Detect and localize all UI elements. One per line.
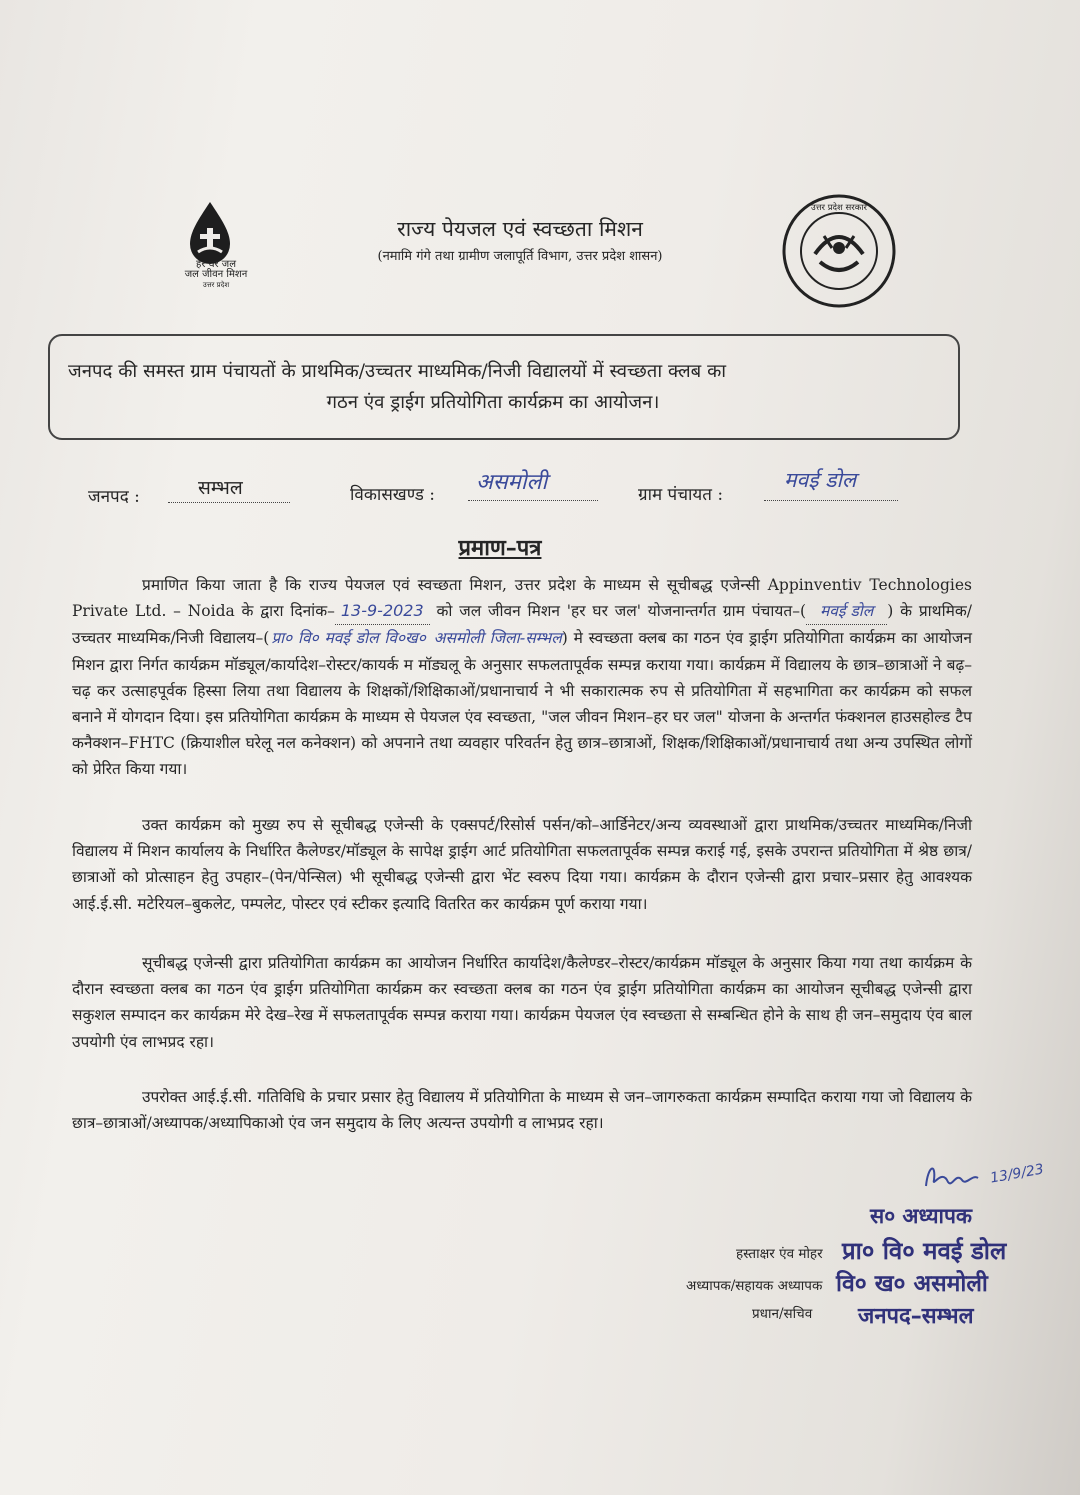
emblem-text: उत्तर प्रदेश सरकार	[811, 203, 867, 213]
paragraph-3	[72, 950, 972, 1055]
logo-line-2: जल जीवन मिशन	[184, 269, 248, 280]
school-name: प्रा० वि० मवई डोल वि०ख०	[271, 629, 426, 648]
document-title: राज्य पेयजल एवं स्वच्छता मिशन	[397, 217, 643, 241]
stamp-line-3: वि० ख० असमोली	[836, 1271, 988, 1297]
up-government-emblem	[780, 192, 898, 310]
paragraph-1	[72, 572, 972, 783]
certificate-heading: प्रमाण–पत्र	[458, 535, 542, 561]
program-date: 13-9-2023	[335, 598, 430, 625]
signature-block	[660, 1150, 1080, 1370]
gram-panchayat-value: मवई डोल	[806, 598, 887, 625]
subject-box	[48, 334, 960, 440]
para1-part-a: प्रमाणित किया जाता है कि राज्य पेयजल एवं स्वच्छता मिशन, उत्तर प्रदेश के माध्यम से सूचीबद्ध एजेन्सी Appinventiv Technologies Private Ltd. – Noida के द्वारा दिनांक–	[72, 576, 972, 621]
para3-text: सूचीबद्ध एजेन्सी द्वारा प्रतियोगिता कार्यक्रम का आयोजन निर्धारित कार्यादेश/कैलेण्डर–रोस्टर/कार्यक्रम मॉड्यूल के अनुसार किया गया तथा कार्यक्रम के दौरान स्वच्छता क्लब का गठन एंव ड्राईग प्रतियोगिता कार्यक्रम कर स्वच्छता क्लब का गठन एंव ड्राईग प्रतियोगिता कार्यक्रम का आयोजन सूचीबद्ध एजेन्सी द्वारा सकुशल सम्पादन कर कार्यक्रम मेरे देख–रेख में सफलतापूर्वक सम्पन्न कराया गया। कार्यक्रम पेयजल एंव स्वच्छता से सम्बन्धित होने के साथ ही जन–समुदाय एंव बाल उपयोगी एंव लाभप्रद रहा।	[72, 954, 972, 1051]
sign-label-1: हस्ताक्षर एंव मोहर	[736, 1246, 823, 1262]
para2-text: उक्त कार्यक्रम को मुख्य रुप से सूचीबद्ध एजेन्सी के एक्सपर्ट/रिसोर्स पर्सन/को–आर्डिनेटर/अन्य व्यवस्थाओं द्वारा प्राथमिक/उच्चतर माध्यमिक/निजी विद्यालय में मिशन कार्यालय के निर्धारित कैलेण्डर/मॉड्यूल के सापेक्ष ड्राईग आर्ट प्रतियोगिता सफलतापूर्वक सम्पन्न कराई गई, इसके उपरान्त प्रतियोगिता में श्रेष्ठ छात्र/छात्राओं को प्रोत्साहन हेतु उपहार–(पेन/पेन्सिल) भी सूचीबद्ध एजेन्सी द्वारा भेंट स्वरुप दिया गया। कार्यक्रम के दौरान एजेन्सी द्वारा प्रचार–प्रसार हेतु आवश्यक आई.ई.सी. मटेरियल–बुकलेट, पम्पलेट, पोस्टर एवं स्टीकर इत्यादि वितरित कर कार्यक्रम पूर्ण कराया गया।	[72, 816, 972, 913]
paragraph-4	[72, 1084, 972, 1136]
school-name-continued: असमोली जिला-सम्भल	[433, 629, 562, 648]
block-label: विकासखण्ड :	[350, 485, 436, 505]
logo-line-1: हर घर जल	[196, 259, 236, 270]
janpad-label: जनपद :	[88, 487, 140, 507]
block-value: असमोली	[476, 470, 548, 495]
stamp-line-1: स० अध्यापक	[870, 1204, 973, 1228]
har-ghar-jal-logo	[158, 198, 270, 294]
stamp-line-2: प्रा० वि० मवई डोल	[842, 1237, 1007, 1265]
signature-date: 13/9/23	[989, 1161, 1045, 1187]
janpad-field	[168, 474, 290, 503]
location-fields	[88, 470, 988, 510]
para4-text: उपरोक्त आई.ई.सी. गतिविधि के प्रचार प्रसार हेतु विद्यालय में प्रतियोगिता के माध्यम से जन–जागरुकता कार्यक्रम सम्पादित कराया गया जो विद्यालय के छात्र–छात्राओं/अध्यापक/अध्यापिकाओ एंव जन समुदाय के लिए अत्यन्त उपयोगी व लाभप्रद रहा।	[72, 1088, 972, 1133]
subject-line-2: गठन एंव ड्राईग प्रतियोगिता कार्यक्रम का आयोजन।	[326, 392, 660, 413]
document-subtitle: (नमामि गंगे तथा ग्रामीण जलापूर्ति विभाग, उत्तर प्रदेश शासन)	[377, 249, 663, 264]
stamp-line-4: जनपद–सम्भल	[858, 1304, 974, 1329]
janpad-value: सम्भल	[198, 477, 243, 499]
panchayat-value: मवई डोल	[784, 468, 857, 492]
para1-part-d: ) मे स्वच्छता क्लब का गठन एंव ड्राईग प्रतियोगिता कार्यक्रम का आयोजन मिशन द्वारा निर्गत कार्यक्रम मॉड्यूल/कार्यादेश–रोस्टर/कायर्क म मॉड्यलू के अनुसार सफलतापूर्वक सम्पन्न कराया गया। कार्यक्रम में विद्यालय के छात्र–छात्राओं ने बढ़–चढ़ कर उत्साहपूर्वक हिस्सा लिया तथा विद्यालय के शिक्षकों/शिक्षिकाओं/प्रधानाचार्य ने भी सकारात्मक रुप से प्रतियोगिता में सहभागिता कर कार्यक्रम को सफल बनाने में योगदान दिया। इस प्रतियोगिता कार्यक्रम के माध्यम से पेयजल एंव स्वच्छता, "जल जीवन मिशन–हर घर जल" योजना के अन्तर्गत फंक्शनल हाउसहोल्ड टैप कनैक्शन–FHTC (क्रियाशील घरेलू नल कनेक्शन) को अपनाने तथा व्यवहार परिवर्तन हेतु छात्र–छात्राओं, शिक्षक/शिक्षिकाओं/प्रधानाचार्य तथा अन्य उपस्थित लोगों को प्रेरित किया गया।	[72, 629, 972, 779]
sign-label-3: प्रधान/सचिव	[752, 1306, 813, 1322]
panchayat-label: ग्राम पंचायत :	[638, 485, 724, 505]
para1-part-c: ) के प्राथमिक/उच्चतर माध्यमिक/निजी विद्यालय–(	[72, 602, 972, 648]
para1-part-b: को जल जीवन मिशन 'हर घर जल' योजनान्तर्गत ग्राम पंचायत–(	[436, 602, 807, 621]
panchayat-field	[764, 470, 898, 501]
subject-line-1: जनपद की समस्त ग्राम पंचायतों के प्राथमिक/उच्चतर माध्यमिक/निजी विद्यालयों में स्वच्छता क्लब का	[68, 361, 727, 382]
sign-label-2: अध्यापक/सहायक अध्यापक	[686, 1278, 823, 1294]
paragraph-2	[72, 812, 972, 917]
block-field	[468, 470, 598, 501]
logo-line-3: उत्तर प्रदेश	[202, 281, 230, 289]
